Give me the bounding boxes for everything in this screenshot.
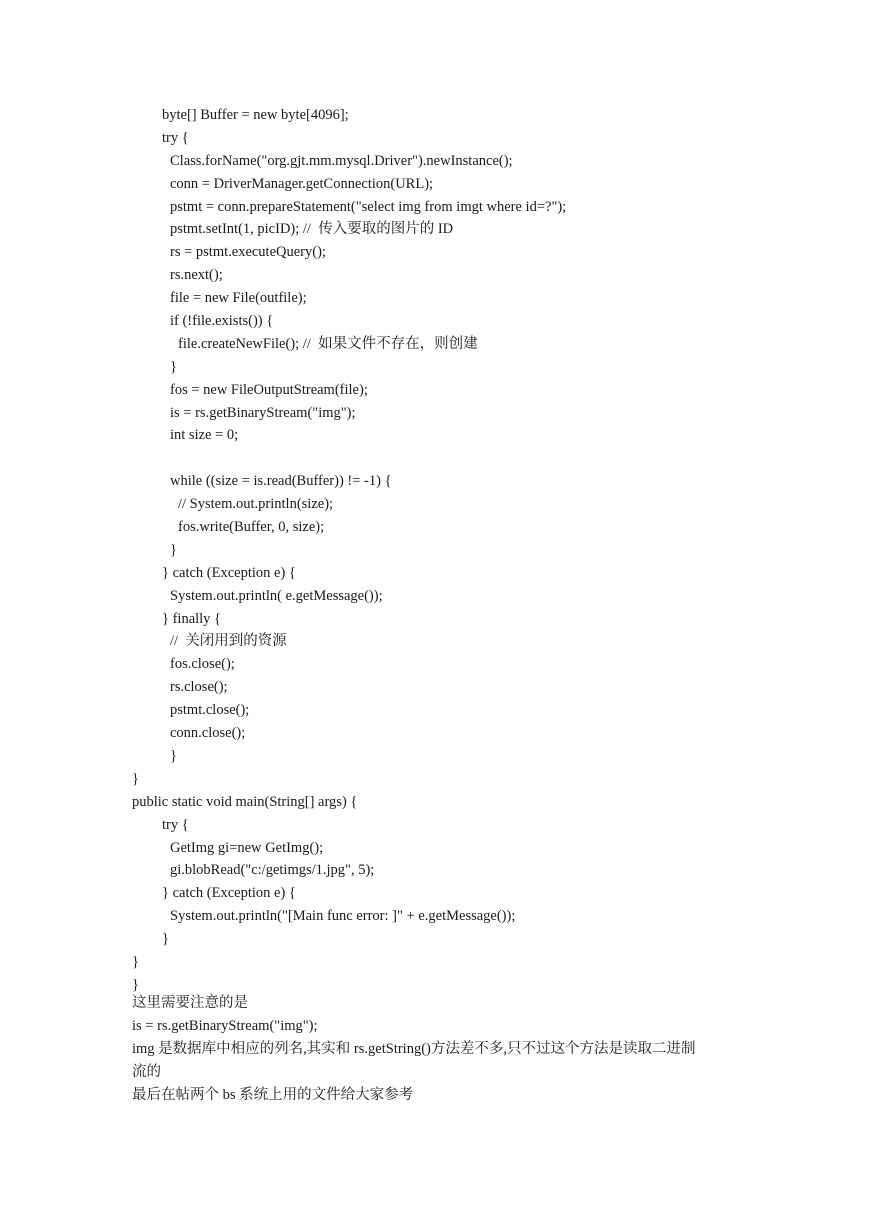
paragraph-line: 这里需要注意的是: [132, 995, 248, 1011]
code-block: [132, 104, 832, 997]
code-line: byte[] Buffer = new byte[4096];: [162, 107, 349, 123]
code-line: gi.blobRead("c:/getimgs/1.jpg", 5);: [170, 862, 375, 879]
code-line: }: [132, 953, 139, 970]
code-line: }: [170, 747, 177, 764]
code-line: rs = pstmt.executeQuery();: [170, 244, 326, 261]
code-line: System.out.println( e.getMessage());: [170, 587, 383, 604]
code-line: }: [170, 541, 177, 558]
paragraph-line: 最后在帖两个 bs 系统上用的文件给大家参考: [132, 1086, 414, 1103]
explanation-text: [132, 992, 752, 1106]
code-line: System.out.println("[Main func error: ]" + e.getMessage());: [170, 908, 516, 925]
paragraph-line: 流的: [132, 1063, 161, 1080]
code-line: }: [170, 358, 177, 375]
code-line: // 关闭用到的资源: [170, 633, 287, 650]
code-line: file.createNewFile(); // 如果文件不存在，则创建: [178, 335, 478, 352]
code-line: if (!file.exists()) {: [170, 313, 274, 330]
code-line: GetImg gi=new GetImg();: [170, 839, 324, 856]
code-line: } catch (Exception e) {: [162, 564, 296, 581]
paragraph-line: is = rs.getBinaryStream("img");: [132, 1017, 318, 1034]
code-line: }: [162, 931, 169, 948]
code-line: is = rs.getBinaryStream("img");: [170, 404, 356, 421]
code-line: }: [132, 770, 139, 787]
code-line: pstmt = conn.prepareStatement("select img from imgt where id=?");: [170, 198, 567, 215]
code-line: conn.close();: [170, 725, 246, 742]
code-line: rs.close();: [170, 679, 228, 696]
code-line: fos.write(Buffer, 0, size);: [178, 519, 325, 536]
code-line: fos.close();: [170, 656, 235, 673]
paragraph-line: img 是数据库中相应的列名,其实和 rs.getString()方法差不多,只不过这个方法是读取二进制: [132, 1040, 696, 1057]
code-line: conn = DriverManager.getConnection(URL);: [170, 175, 434, 192]
code-line: // System.out.println(size);: [178, 496, 334, 513]
code-line: rs.next();: [170, 267, 223, 284]
code-line: pstmt.setInt(1, picID); // 传入要取的图片的 ID: [170, 221, 454, 238]
code-line: file = new File(outfile);: [170, 290, 307, 307]
code-line: public static void main(String[] args) {: [132, 793, 358, 810]
code-line: Class.forName("org.gjt.mm.mysql.Driver").newInstance();: [170, 152, 513, 169]
code-line: }: [132, 976, 139, 993]
code-line: while ((size = is.read(Buffer)) != -1) {: [170, 473, 392, 490]
code-line: } finally {: [162, 610, 222, 627]
code-line: fos = new FileOutputStream(file);: [170, 381, 368, 398]
code-line: int size = 0;: [170, 427, 239, 444]
code-line: pstmt.close();: [170, 702, 250, 719]
code-line: [132, 447, 832, 470]
code-line: } catch (Exception e) {: [162, 885, 296, 902]
code-line: try {: [162, 129, 189, 146]
code-line: try {: [162, 816, 189, 833]
